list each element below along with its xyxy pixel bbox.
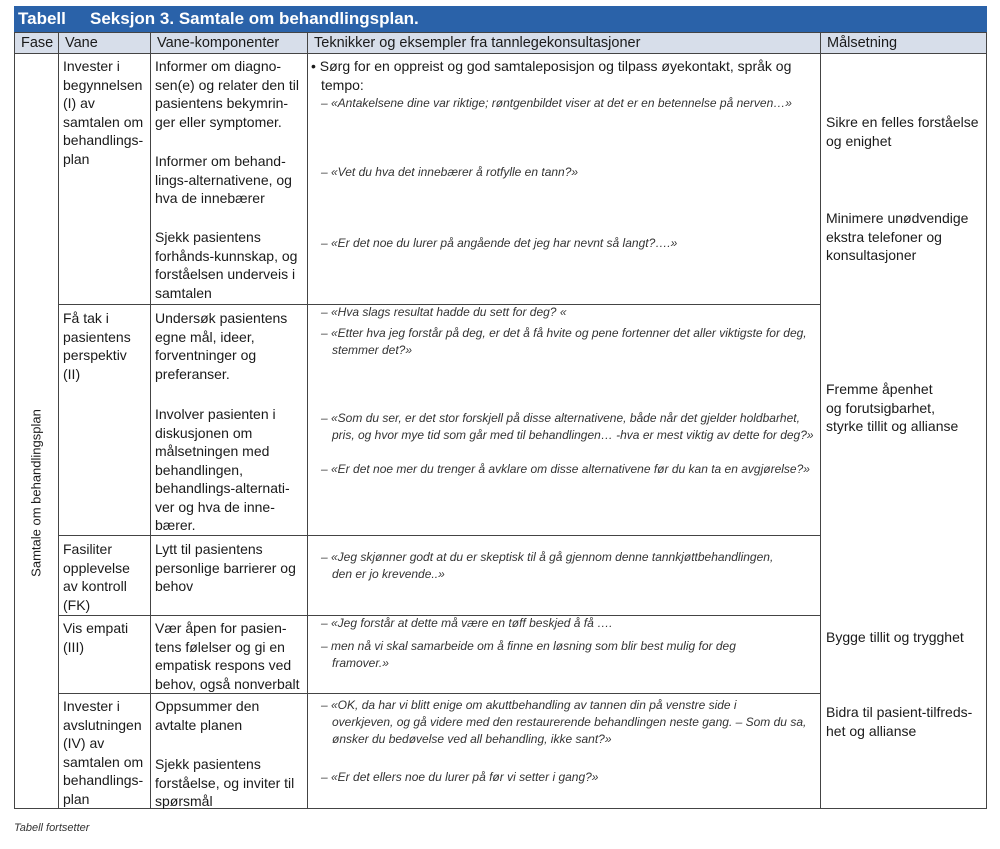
malsetning-1: Sikre en felles forståelse og enighet: [826, 114, 979, 149]
vane-ii: Få tak i pasientens perspektiv (II): [63, 310, 131, 382]
table-grid: [14, 32, 987, 809]
divider: [58, 33, 59, 808]
quote: – «Er det noe mer du trenger å avklare om disse alternativene før du kan ta en avgjørelse?»: [321, 462, 810, 476]
quote: – «Er det ellers noe du lurer på før vi setter i gang?»: [321, 770, 599, 784]
quote: – «Etter hva jeg forstår på deg, er det å få hvite og pene fortenner det aller viktigste for deg, stemmer det?»: [321, 326, 807, 357]
header-komponent: Vane-komponenter: [151, 33, 308, 54]
komponent-ii2: Involver pasienten i diskusjonen om målsetningen med behandlingen, behandlings-alternati- ver og hva de inne- bærer.: [155, 406, 290, 533]
malsetning-2: Minimere unødvendige ekstra telefoner og konsultasjoner: [826, 210, 969, 263]
table-tag: Tabell: [18, 9, 66, 28]
quote: – «Jeg forstår at dette må være en tøff beskjed å få ….: [321, 616, 613, 630]
quote: – «Som du ser, er det stor forskjell på disse alternativene, både når det gjelder holdbarhet, pris, og hvor mye tid som går med til behandlingen… -hva er mest viktig av dette for deg?»: [321, 411, 814, 442]
teknikk-bullet: • Sørg for en oppreist og god samtaleposisjon og tilpass øyekontakt, språk og tempo:: [311, 58, 792, 93]
malsetning-4: Bygge tillit og trygghet: [826, 629, 964, 645]
komponent-iii1: Vær åpen for pasien- tens følelser og gi en empatisk respons ved behov, også nonverbalt: [155, 620, 300, 692]
quote: – «Antakelsene dine var riktige; røntgenbildet viser at det er en betennelse på nerven…»: [321, 96, 792, 110]
divider: [820, 33, 821, 808]
divider: [150, 33, 151, 808]
header-fase: Fase: [15, 33, 59, 54]
malsetning-5: Bidra til pasient-tilfreds- het og allianse: [826, 704, 973, 739]
quote: – «Hva slags resultat hadde du sett for deg? «: [321, 305, 567, 319]
divider: [307, 33, 308, 808]
komponent-i2: Informer om behand- lings-alternativene, og hva de innebærer: [155, 153, 292, 206]
komponent-fk1: Lytt til pasientens personlige barrierer og behov: [155, 541, 296, 594]
phase-label: Samtale om behandlingsplan: [28, 409, 44, 577]
vane-iv: Invester i avslutningen (IV) av samtalen om behandlings- plan: [63, 698, 144, 807]
komponent-i3: Sjekk pasientens forhånds-kunnskap, og forståelsen underveis i samtalen: [155, 229, 298, 301]
komponent-iv2: Sjekk pasientens forståelse, og inviter til spørsmål: [155, 756, 295, 809]
table-title: Seksjon 3. Samtale om behandlingsplan.: [90, 9, 419, 28]
vane-iii: Vis empati (III): [63, 620, 129, 655]
header-malsetning: Målsetning: [821, 33, 986, 54]
table-banner: [14, 6, 987, 32]
header-teknikker: Teknikker og eksempler fra tannlegekonsultasjoner: [308, 33, 821, 54]
divider: [58, 535, 821, 536]
komponent-iv1: Oppsummer den avtalte planen: [155, 698, 260, 733]
vane-i: Invester i begynnelsen (I) av samtalen om behandlings- plan: [63, 58, 144, 167]
quote: – «Er det noe du lurer på angående det jeg har nevnt så langt?….»: [321, 236, 678, 250]
malsetning-3: Fremme åpenhet og forutsigbarhet, styrke tillit og allianse: [826, 381, 959, 434]
komponent-ii1: Undersøk pasientens egne mål, ideer, forventninger og preferanser.: [155, 310, 288, 382]
vane-fk: Fasiliter opplevelse av kontroll (FK): [63, 541, 130, 613]
quote: – «OK, da har vi blitt enige om akuttbehandling av tannen din på venstre side i overkjeven, og gå videre med den restaurerende behandlingen neste gang. – Som du sa, ønsker du bedøvelse ved all behandling, ikke sant?»: [321, 698, 807, 746]
komponent-i1: Informer om diagno- sen(e) og relater den til pasientens bekymrin- ger eller symptomer.: [155, 58, 299, 130]
footer-note: Tabell fortsetter: [14, 822, 90, 834]
quote: – «Vet du hva det innebærer å rotfylle en tann?»: [321, 165, 579, 179]
quote: – «Jeg skjønner godt at du er skeptisk til å gå gjennom denne tannkjøttbehandlingen, den er jo krevende..»: [321, 550, 774, 581]
header-vane: Vane: [59, 33, 151, 54]
quote: – men nå vi skal samarbeide om å finne en løsning som blir best mulig for deg framover.»: [321, 639, 736, 670]
divider: [58, 693, 821, 694]
